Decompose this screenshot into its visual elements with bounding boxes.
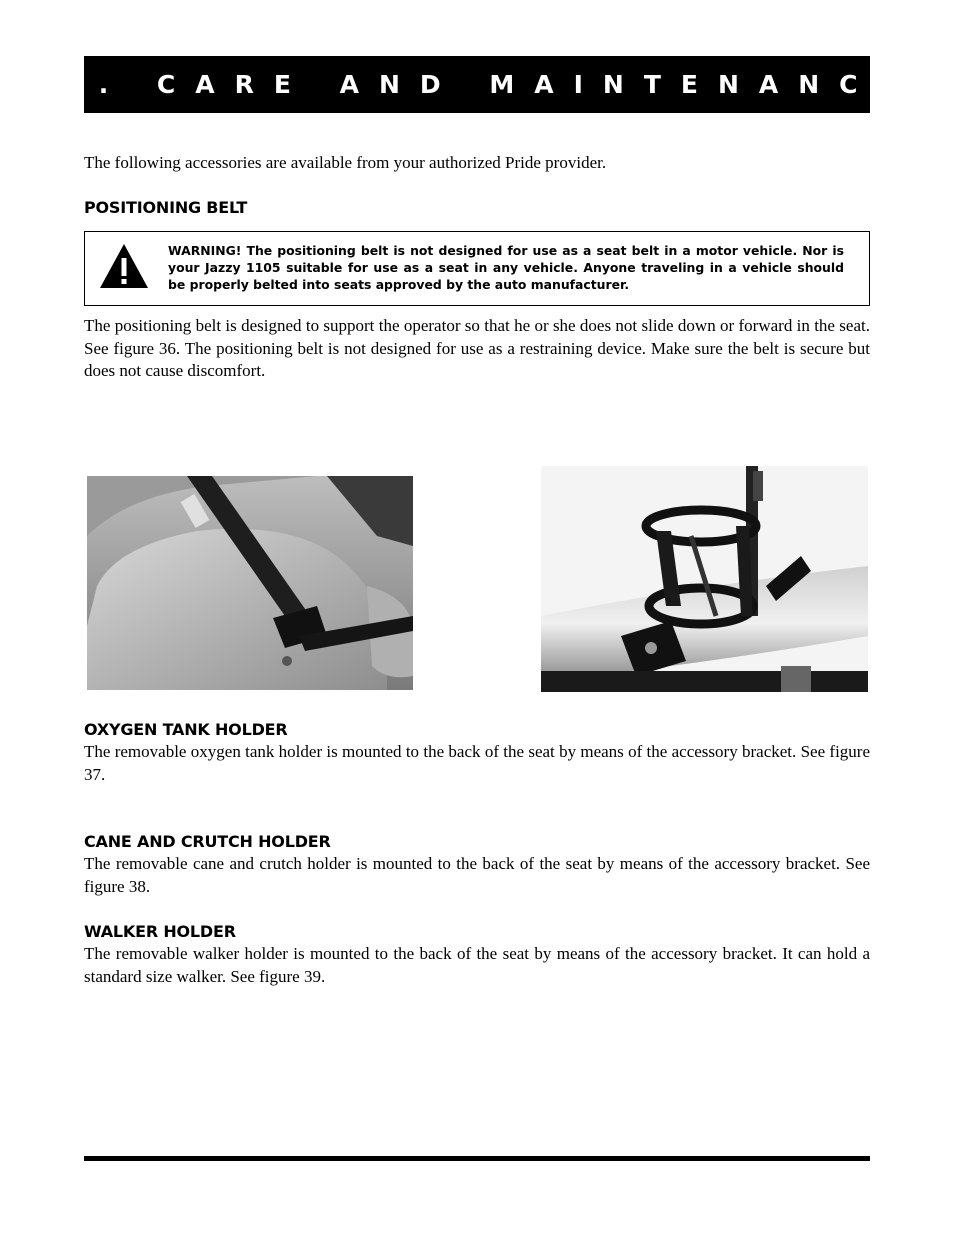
cane-crutch-holder-heading: CANE AND CRUTCH HOLDER: [84, 832, 331, 851]
positioning-belt-photo: [87, 476, 413, 690]
walker-holder-description: The removable walker holder is mounted to the back of the seat by means of the accessory bracket. It can hold a standard size walker. See figure 39.: [84, 944, 870, 986]
oxygen-tank-holder-description: The removable oxygen tank holder is mounted to the back of the seat by means of the accessory bracket. See figure 37.: [84, 742, 870, 784]
oxygen-tank-holder-photo: [541, 466, 868, 692]
cane-crutch-holder-description: The removable cane and crutch holder is mounted to the back of the seat by means of the accessory bracket. See figure 38.: [84, 854, 870, 896]
warning-text: WARNING! The positioning belt is not designed for use as a seat belt in a motor vehicle. Nor is your Jazzy 1105 suitable for use as a seat in any vehicle. Anyone traveling in a vehicle should be properly belted into seats approved by the auto manufacturer.: [168, 243, 844, 292]
intro-text: The following accessories are available from your authorized Pride provider.: [84, 153, 607, 172]
positioning-belt-description: The positioning belt is designed to support the operator so that he or she does not slide down or forward in the seat. See figure 36. The positioning belt is not designed for use as a restraining device. Make sure the belt is secure but does not cause discomfort.: [84, 316, 870, 380]
oxygen-tank-holder-heading: OXYGEN TANK HOLDER: [84, 720, 288, 739]
warning-triangle-icon: [98, 242, 150, 290]
page-title: X. CARE AND MAINTENANCE: [59, 70, 915, 99]
section-header-bar: [59, 56, 915, 113]
positioning-belt-heading: POSITIONING BELT: [84, 198, 248, 217]
walker-holder-heading: WALKER HOLDER: [84, 922, 236, 941]
footer-divider: [84, 1156, 870, 1161]
warning-box: [84, 231, 870, 306]
